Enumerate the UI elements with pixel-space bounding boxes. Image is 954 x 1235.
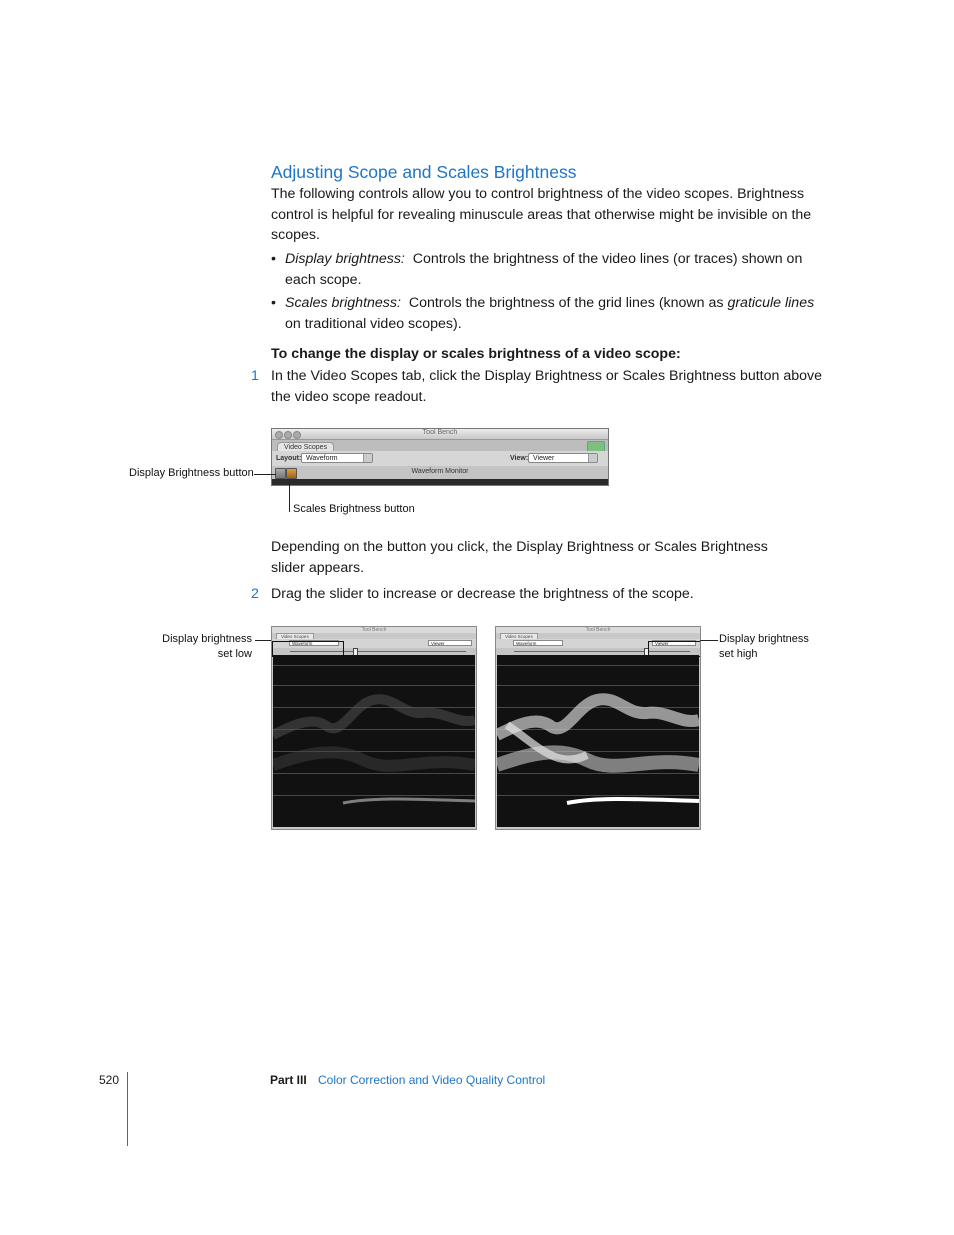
- scope-screenshot-low: [271, 626, 477, 830]
- footer-part: Part III: [270, 1073, 307, 1087]
- layout-select[interactable]: [301, 453, 373, 463]
- step-number: 2: [251, 586, 259, 602]
- slider-highlight-box: [648, 641, 701, 657]
- step-text: In the Video Scopes tab, click the Display Brightness or Scales Brightness button above the video scope readout.: [271, 368, 822, 405]
- bullet-term-graticule: graticule lines: [727, 295, 815, 311]
- slider-highlight-box: [272, 641, 344, 657]
- tool-bench-window: [271, 428, 609, 486]
- tab-video-scopes[interactable]: Video Scopes: [277, 442, 334, 452]
- view-select[interactable]: Viewer: [428, 640, 472, 646]
- view-select-value: Viewer: [533, 455, 555, 462]
- step-number: 1: [251, 368, 259, 384]
- brightness-button-row: [272, 466, 608, 479]
- window-titlebar: [272, 429, 608, 440]
- view-select[interactable]: Viewer: [652, 640, 696, 646]
- waveform-scope-low: [273, 655, 475, 827]
- callout-line-2: set high: [719, 648, 758, 660]
- scope-readout-edge: [272, 479, 608, 486]
- task-heading: To change the display or scales brightness of a video scope:: [271, 346, 681, 362]
- intro-paragraph: The following controls allow you to control brightness of the video scopes. Brightness control is helpful for revealing minuscule areas that otherwise might be invisible on the scopes.: [271, 186, 812, 243]
- callout-leader-line: [254, 474, 276, 475]
- bullet-display-brightness: [271, 249, 821, 290]
- callout-display-brightness-button: Display Brightness button: [129, 467, 254, 479]
- bullet-text-after: on traditional video scopes).: [285, 315, 462, 332]
- footer-chapter: Color Correction and Video Quality Control: [318, 1073, 546, 1087]
- select-arrows-icon: [588, 454, 597, 462]
- bullet-term: Scales brightness:: [285, 295, 401, 311]
- tab-video-scopes[interactable]: Video Scopes: [276, 633, 314, 640]
- callout-scales-brightness-button: Scales Brightness button: [293, 503, 415, 515]
- callout-line-1: Display brightness: [162, 633, 252, 645]
- step-text: Drag the slider to increase or decrease the brightness of the scope.: [271, 586, 694, 602]
- footer-rule: [127, 1072, 128, 1146]
- window-title: Tool Bench: [272, 627, 476, 633]
- select-arrows-icon: [363, 454, 372, 462]
- bullet-term: Display brightness:: [285, 251, 405, 267]
- waveform-trace: [273, 655, 475, 827]
- controls-row: [272, 451, 608, 466]
- callout-leader-line: [289, 480, 290, 512]
- bullet-dot: •: [271, 251, 276, 267]
- view-select[interactable]: [528, 453, 598, 463]
- scope-title: Waveform Monitor: [411, 468, 469, 475]
- bullet-text: Controls the brightness of the grid lines (known as: [408, 295, 728, 311]
- tab-video-scopes[interactable]: Video Scopes: [500, 633, 538, 640]
- layout-select[interactable]: Waveform: [513, 640, 563, 646]
- between-paragraph: Depending on the button you click, the Display Brightness or Scales Brightness slider appears.: [271, 539, 768, 576]
- layout-select[interactable]: Waveform: [289, 640, 339, 646]
- view-label: View:: [510, 455, 529, 462]
- callout-brightness-low: [140, 632, 252, 662]
- callout-brightness-high: [719, 632, 829, 662]
- tab-bar: [272, 440, 608, 451]
- layout-label: Layout:: [276, 455, 302, 462]
- waveform-trace: [497, 655, 699, 827]
- scope-screenshot-high: [495, 626, 701, 830]
- section-heading: Adjusting Scope and Scales Brightness: [271, 162, 577, 182]
- bullet-scales-brightness: [271, 293, 821, 334]
- window-title: Tool Bench: [496, 627, 700, 633]
- layout-select-value: Waveform: [306, 455, 338, 462]
- bullet-text: Controls the brightness of the video lines (or traces) shown on each scope.: [285, 251, 803, 288]
- waveform-scope-high: [497, 655, 699, 827]
- page-number: 520: [99, 1073, 120, 1087]
- bullet-dot: •: [271, 295, 276, 311]
- window-title: Tool Bench: [422, 429, 458, 436]
- callout-leader-line: [700, 640, 718, 641]
- callout-line-1: Display brightness: [719, 633, 809, 645]
- callout-line-2: set low: [217, 648, 252, 660]
